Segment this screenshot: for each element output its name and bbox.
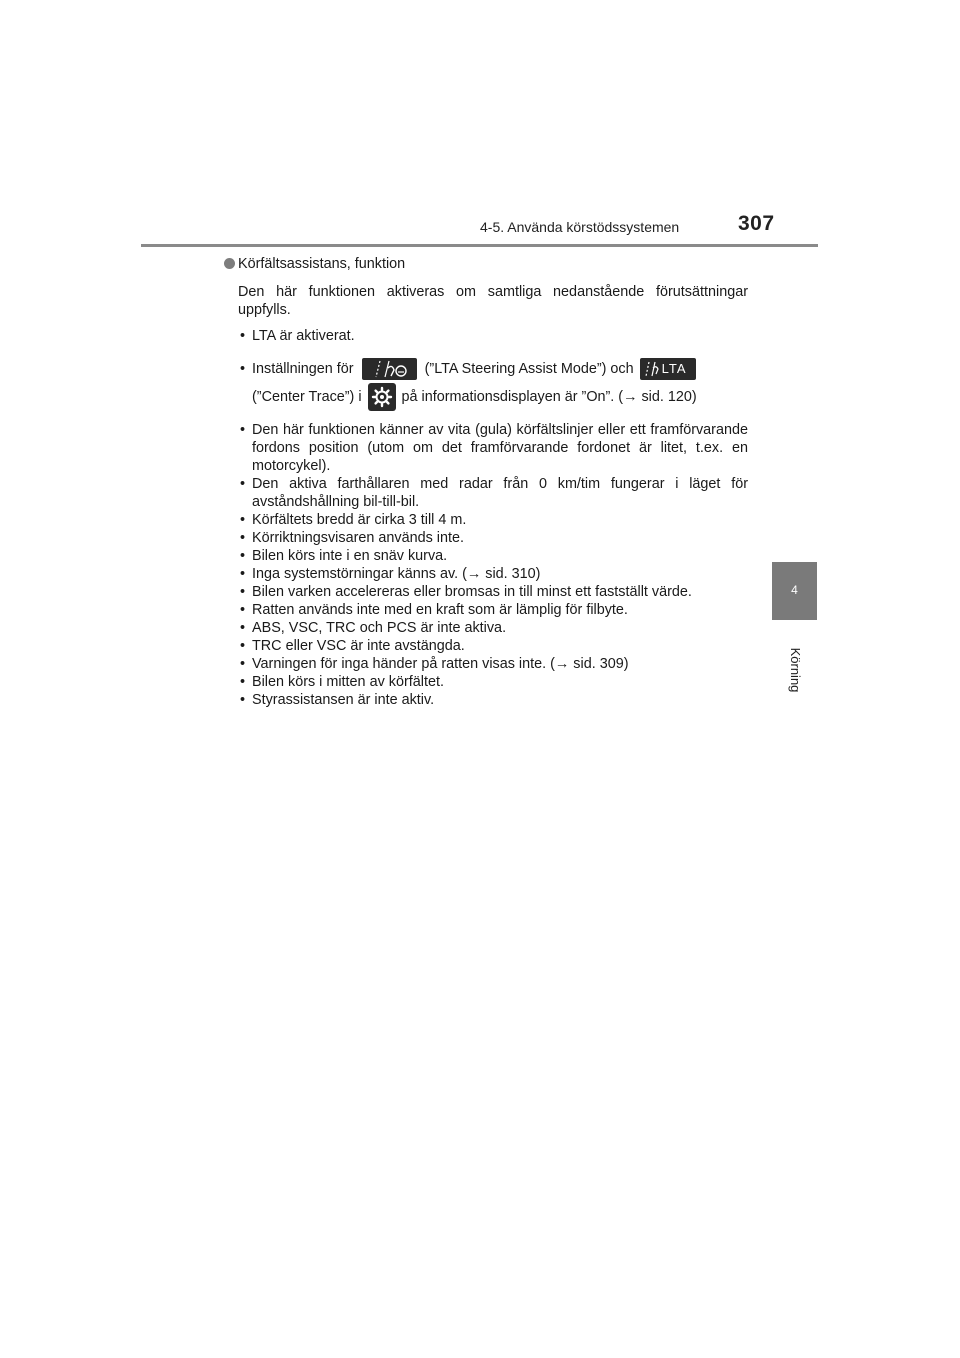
chapter-tab: 4: [772, 562, 817, 620]
settings-gear-icon: [368, 383, 396, 411]
settings-prefix: Inställningen för: [252, 361, 354, 377]
list-item: • LTA är aktiverat.: [238, 327, 748, 345]
section-heading: [222, 255, 748, 273]
list-item: • Inga systemstörningar känns av. (→ sid. 310): [238, 565, 748, 583]
lta-indicator-icon: [640, 358, 696, 380]
main-content: [222, 255, 748, 709]
lta-icon-text: LTA: [661, 361, 687, 377]
list-item: • Varningen för inga händer på ratten visas inte. (→ sid. 309): [238, 655, 748, 673]
running-header: 4-5. Använda körstödssystemen: [480, 219, 680, 235]
header-rule: [141, 244, 818, 247]
intro-paragraph: Den här funktionen aktiveras om samtliga nedanstående förutsättningar uppfylls.: [238, 284, 748, 318]
page-number: 307: [738, 212, 775, 235]
lane-steering-assist-icon: [362, 358, 417, 380]
list-item: • Den här funktionen känner av vita (gula) körfältslinjer eller ett framförvarande fordons position (utom om det framförvarande fordonet är litet, t.ex. en motorcykel).: [238, 421, 748, 475]
bullet-dot-icon: [224, 258, 235, 269]
chapter-label: Körning: [788, 647, 803, 693]
list-item: • Bilen körs i mitten av körfältet.: [238, 673, 748, 691]
list-item: • ABS, VSC, TRC och PCS är inte aktiva.: [238, 619, 748, 637]
list-item: • Bilen körs inte i en snäv kurva.: [238, 547, 748, 565]
list-item: • Bilen varken accelereras eller bromsas in till minst ett fastställt värde.: [238, 583, 748, 601]
list-item: • TRC eller VSC är inte avstängda.: [238, 637, 748, 655]
settings-mode2: (”Center Trace”) i: [252, 389, 362, 405]
section-heading-text: Körfältsassistans, funktion: [238, 256, 406, 272]
list-item: • Den aktiva farthållaren med radar från 0 km/tim fungerar i läget för avståndshållning bil-till-bil.: [238, 475, 748, 511]
settings-suffix: på informationsdisplayen är ”On”. (→ sid. 120): [401, 389, 697, 405]
settings-mode1: (”LTA Steering Assist Mode”) och: [424, 361, 634, 377]
list-item: • Körfältets bredd är cirka 3 till 4 m.: [238, 511, 748, 529]
condition-list: [238, 327, 748, 709]
list-item: • Ratten används inte med en kraft som är lämplig för filbyte.: [238, 601, 748, 619]
list-item: • Styrassistansen är inte aktiv.: [238, 691, 748, 709]
list-item: • Körriktningsvisaren används inte.: [238, 529, 748, 547]
list-item-settings: [238, 355, 748, 411]
